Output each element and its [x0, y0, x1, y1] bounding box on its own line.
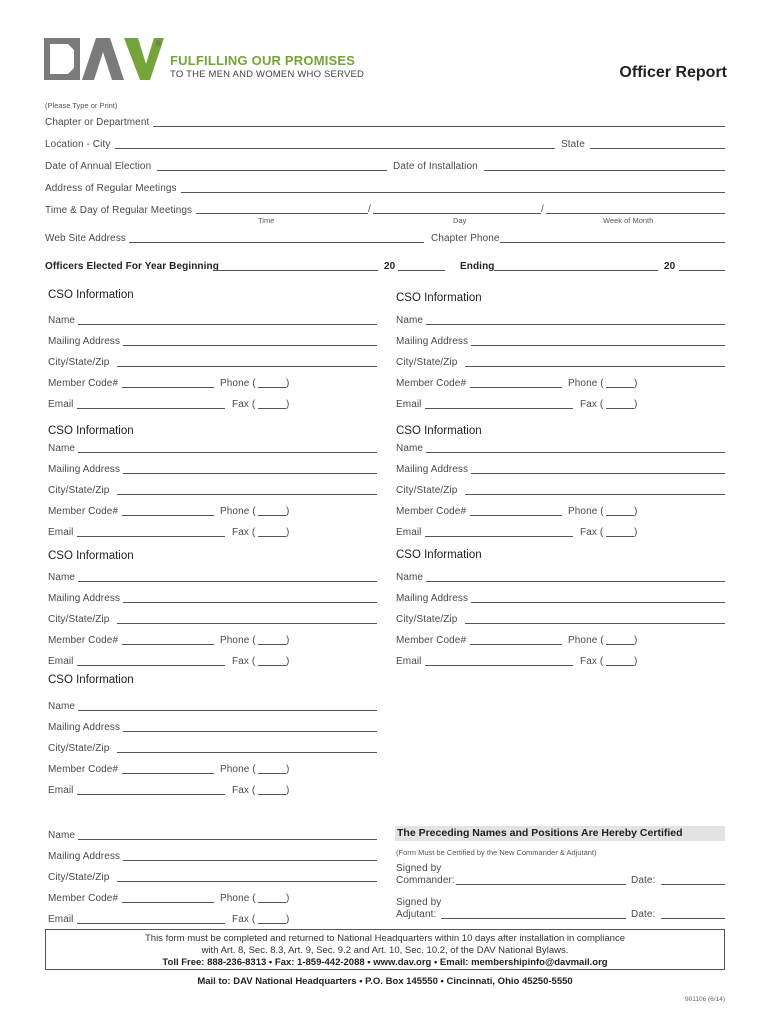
cso-3-name-field[interactable] [78, 452, 377, 453]
cso-1-fax-label: Fax ( [232, 399, 256, 410]
cso-3-mailing-field[interactable] [123, 473, 377, 474]
cso-5-fax-close: ) [286, 656, 290, 667]
cso-4-fax-label: Fax ( [580, 527, 604, 538]
installation-field[interactable] [484, 170, 725, 171]
tagline-line1: FULFILLING OUR PROMISES [170, 53, 356, 68]
cso-6-city-label: City/State/Zip [396, 614, 458, 625]
cso-7-fax-field[interactable] [258, 794, 286, 795]
state-label: State [561, 139, 585, 150]
cso-heading-2: CSO Information [396, 292, 482, 304]
slash-2: / [541, 204, 544, 215]
chapter-label: Chapter or Department [45, 117, 150, 128]
cso-heading-5: CSO Information [48, 550, 134, 562]
installation-label: Date of Installation [393, 161, 478, 172]
cso-heading-3: CSO Information [48, 425, 134, 437]
cso-1-phone-close: ) [286, 378, 290, 389]
certification-note: (Form Must be Certified by the New Commander & Adjutant) [396, 848, 597, 857]
website-label: Web Site Address [45, 233, 126, 244]
page-title: Officer Report [619, 64, 727, 81]
time-day-label: Time & Day of Regular Meetings [45, 205, 193, 216]
cso-6-member-label: Member Code# [396, 635, 467, 646]
cso-heading-6: CSO Information [396, 549, 482, 561]
cso-2-email-field[interactable] [425, 408, 573, 409]
cso-1-city-label: City/State/Zip [48, 357, 110, 368]
form-code: 901106 (6/14) [685, 996, 725, 1003]
tagline-line2: TO THE MEN AND WOMEN WHO SERVED [170, 69, 365, 80]
cso-3-email-field[interactable] [77, 536, 225, 537]
cso-5-fax-field[interactable] [258, 665, 286, 666]
cso-8-email-label: Email [48, 914, 74, 925]
cso-6-mailing-field[interactable] [471, 602, 725, 603]
cso-5-phone-field[interactable] [258, 644, 286, 645]
cso-8-member-label: Member Code# [48, 893, 119, 904]
cso-4-email-label: Email [396, 527, 422, 538]
cso-heading-1: CSO Information [48, 289, 134, 301]
cso-4-mailing-field[interactable] [471, 473, 725, 474]
commander-signature-field[interactable] [456, 884, 626, 885]
cso-1-email-label: Email [48, 399, 74, 410]
cso-4-fax-field[interactable] [606, 536, 634, 537]
year-end-prefix: 20 [664, 261, 676, 272]
cso-7-fax-close: ) [286, 785, 290, 796]
cso-6-fax-label: Fax ( [580, 656, 604, 667]
time-sublabel: Time [258, 216, 275, 225]
signed-by-commander: Signed by [396, 863, 442, 874]
slash-1: / [368, 204, 371, 215]
contact-line: Toll Free: 888-236-8313 • Fax: 1-859-442-2088 • www.dav.org • Email: membershipinfo@davmail.org [162, 957, 608, 968]
notice-line2: with Art. 8, Sec. 8.3, Art. 9, Sec. 9.2 and Art. 10, Sec. 10.2, of the DAV National Bylaws. [201, 945, 569, 956]
cso-5-city-label: City/State/Zip [48, 614, 110, 625]
cso-6-phone-label: Phone ( [568, 635, 604, 646]
cso-7-phone-field[interactable] [258, 773, 286, 774]
address-field[interactable] [181, 192, 725, 193]
cso-1-phone-label: Phone ( [220, 378, 256, 389]
cso-6-member-field[interactable] [470, 644, 562, 645]
signed-by-adjutant: Signed by [396, 897, 442, 908]
cso-4-city-field[interactable] [465, 494, 725, 495]
cso-6-fax-field[interactable] [606, 665, 634, 666]
cso-4-phone-field[interactable] [606, 515, 634, 516]
cso-8-member-field[interactable] [122, 902, 214, 903]
cso-4-city-label: City/State/Zip [396, 485, 458, 496]
cso-7-phone-close: ) [286, 764, 290, 775]
cso-5-fax-label: Fax ( [232, 656, 256, 667]
cso-7-member-field[interactable] [122, 773, 214, 774]
ending-label: Ending [460, 261, 495, 272]
election-label: Date of Annual Election [45, 161, 152, 172]
cso-7-mailing-field[interactable] [123, 731, 377, 732]
cso-5-phone-label: Phone ( [220, 635, 256, 646]
svg-text:®: ® [156, 41, 162, 48]
cso-3-fax-field[interactable] [258, 536, 286, 537]
cso-3-phone-field[interactable] [258, 515, 286, 516]
cso-3-email-label: Email [48, 527, 74, 538]
year-end-field[interactable] [494, 270, 658, 271]
commander-date-label: Date: [631, 875, 656, 886]
cso-5-city-field[interactable] [117, 623, 377, 624]
cso-1-name-field[interactable] [78, 324, 377, 325]
cso-4-name-field[interactable] [426, 452, 725, 453]
cso-3-city-field[interactable] [117, 494, 377, 495]
cso-3-fax-close: ) [286, 527, 290, 538]
year-end-suffix-field[interactable] [679, 270, 725, 271]
city-field[interactable] [115, 148, 555, 149]
cso-7-email-field[interactable] [77, 794, 225, 795]
cso-6-phone-field[interactable] [606, 644, 634, 645]
cso-8-fax-close: ) [286, 914, 290, 925]
cso-8-phone-close: ) [286, 893, 290, 904]
cso-7-name-field[interactable] [78, 710, 377, 711]
cso-7-name-label: Name [48, 701, 76, 712]
compliance-notice [45, 929, 725, 970]
cso-2-phone-close: ) [634, 378, 638, 389]
cso-1-phone-field[interactable] [258, 387, 286, 388]
cso-3-city-label: City/State/Zip [48, 485, 110, 496]
cso-3-member-label: Member Code# [48, 506, 119, 517]
cso-1-name-label: Name [48, 315, 76, 326]
week-sublabel: Week of Month [603, 216, 654, 225]
cso-8-fax-field[interactable] [258, 923, 286, 924]
commander-label: Commander: [396, 875, 455, 886]
cso-4-member-field[interactable] [470, 515, 562, 516]
cso-2-fax-close: ) [634, 399, 638, 410]
cso-8-fax-label: Fax ( [232, 914, 256, 925]
cso-7-fax-label: Fax ( [232, 785, 256, 796]
certification-heading: The Preceding Names and Positions Are Hereby Certified [395, 826, 725, 841]
cso-1-email-field[interactable] [77, 408, 225, 409]
election-field[interactable] [157, 170, 387, 171]
cso-5-name-field[interactable] [78, 581, 377, 582]
cso-6-phone-close: ) [634, 635, 638, 646]
cso-5-email-field[interactable] [77, 665, 225, 666]
cso-7-phone-label: Phone ( [220, 764, 256, 775]
state-field[interactable] [590, 148, 725, 149]
cso-6-name-field[interactable] [426, 581, 725, 582]
cso-2-fax-label: Fax ( [580, 399, 604, 410]
cso-5-email-label: Email [48, 656, 74, 667]
mail-to-line: Mail to: DAV National Headquarters • P.O. Box 145550 • Cincinnati, Ohio 45250-5550 [197, 976, 573, 987]
cso-6-email-field[interactable] [425, 665, 573, 666]
cso-2-email-label: Email [396, 399, 422, 410]
cso-7-mailing-label: Mailing Address [48, 722, 121, 733]
cso-2-city-field[interactable] [465, 366, 725, 367]
cso-5-mailing-label: Mailing Address [48, 593, 121, 604]
cso-5-mailing-field[interactable] [123, 602, 377, 603]
phone-field[interactable] [500, 242, 725, 243]
cso-1-member-field[interactable] [122, 387, 214, 388]
year-begin-suffix-field[interactable] [398, 270, 445, 271]
type-print-note: (Please Type or Print) [45, 101, 118, 110]
cso-8-email-field[interactable] [77, 923, 225, 924]
dav-logo [44, 38, 164, 80]
day-sublabel: Day [453, 216, 467, 225]
cso-6-email-label: Email [396, 656, 422, 667]
cso-6-name-label: Name [396, 572, 424, 583]
cso-8-phone-field[interactable] [258, 902, 286, 903]
time-field[interactable] [196, 213, 368, 214]
cso-8-city-field[interactable] [117, 881, 377, 882]
cso-1-mailing-field[interactable] [123, 345, 377, 346]
cso-1-mailing-label: Mailing Address [48, 336, 121, 347]
cso-3-mailing-label: Mailing Address [48, 464, 121, 475]
cso-4-email-field[interactable] [425, 536, 573, 537]
cso-6-city-field[interactable] [465, 623, 725, 624]
cso-2-mailing-label: Mailing Address [396, 336, 469, 347]
adjutant-signature-field[interactable] [441, 918, 626, 919]
cso-7-member-label: Member Code# [48, 764, 119, 775]
cso-1-city-field[interactable] [117, 366, 377, 367]
cso-3-phone-close: ) [286, 506, 290, 517]
adjutant-label: Adjutant: [396, 909, 437, 920]
cso-2-phone-field[interactable] [606, 387, 634, 388]
cso-4-name-label: Name [396, 443, 424, 454]
cso-7-email-label: Email [48, 785, 74, 796]
cso-heading-4: CSO Information [396, 425, 482, 437]
cso-4-member-label: Member Code# [396, 506, 467, 517]
notice-line1: This form must be completed and returned to National Headquarters within 10 days after installation in compliance [144, 933, 625, 944]
cso-6-fax-close: ) [634, 656, 638, 667]
cso-4-phone-label: Phone ( [568, 506, 604, 517]
website-field[interactable] [129, 242, 424, 243]
cso-7-city-field[interactable] [117, 752, 377, 753]
cso-1-member-label: Member Code# [48, 378, 119, 389]
adjutant-date-label: Date: [631, 909, 656, 920]
cso-8-name-field[interactable] [78, 839, 377, 840]
cso-6-mailing-label: Mailing Address [396, 593, 469, 604]
cso-3-phone-label: Phone ( [220, 506, 256, 517]
week-field[interactable] [546, 213, 725, 214]
adjutant-date-field[interactable] [661, 918, 725, 919]
cso-2-name-label: Name [396, 315, 424, 326]
year-begin-prefix: 20 [384, 261, 396, 272]
cso-1-fax-field[interactable] [258, 408, 286, 409]
cso-heading-7: CSO Information [48, 674, 134, 686]
address-label: Address of Regular Meetings [45, 183, 177, 194]
cso-1-fax-close: ) [286, 399, 290, 410]
cso-4-phone-close: ) [634, 506, 638, 517]
cso-2-mailing-field[interactable] [471, 345, 725, 346]
cso-8-phone-label: Phone ( [220, 893, 256, 904]
cso-8-mailing-field[interactable] [123, 860, 377, 861]
cso-8-mailing-label: Mailing Address [48, 851, 121, 862]
cso-2-fax-field[interactable] [606, 408, 634, 409]
cso-3-name-label: Name [48, 443, 76, 454]
cso-8-name-label: Name [48, 830, 76, 841]
day-field[interactable] [373, 213, 541, 214]
cso-2-name-field[interactable] [426, 324, 725, 325]
cso-2-member-label: Member Code# [396, 378, 467, 389]
cso-5-member-field[interactable] [122, 644, 214, 645]
officers-elected-label: Officers Elected For Year Beginning [45, 261, 219, 272]
cso-3-fax-label: Fax ( [232, 527, 256, 538]
cso-2-city-label: City/State/Zip [396, 357, 458, 368]
year-begin-field[interactable] [213, 270, 378, 271]
chapter-field[interactable] [153, 126, 725, 127]
phone-label: Chapter Phone [431, 233, 500, 244]
cso-4-fax-close: ) [634, 527, 638, 538]
cso-8-city-label: City/State/Zip [48, 872, 110, 883]
cso-7-city-label: City/State/Zip [48, 743, 110, 754]
cso-5-phone-close: ) [286, 635, 290, 646]
cso-2-member-field[interactable] [470, 387, 562, 388]
cso-4-mailing-label: Mailing Address [396, 464, 469, 475]
cso-2-phone-label: Phone ( [568, 378, 604, 389]
cso-5-name-label: Name [48, 572, 76, 583]
cso-3-member-field[interactable] [122, 515, 214, 516]
commander-date-field[interactable] [661, 884, 725, 885]
city-label: Location - City [45, 139, 111, 150]
cso-5-member-label: Member Code# [48, 635, 119, 646]
